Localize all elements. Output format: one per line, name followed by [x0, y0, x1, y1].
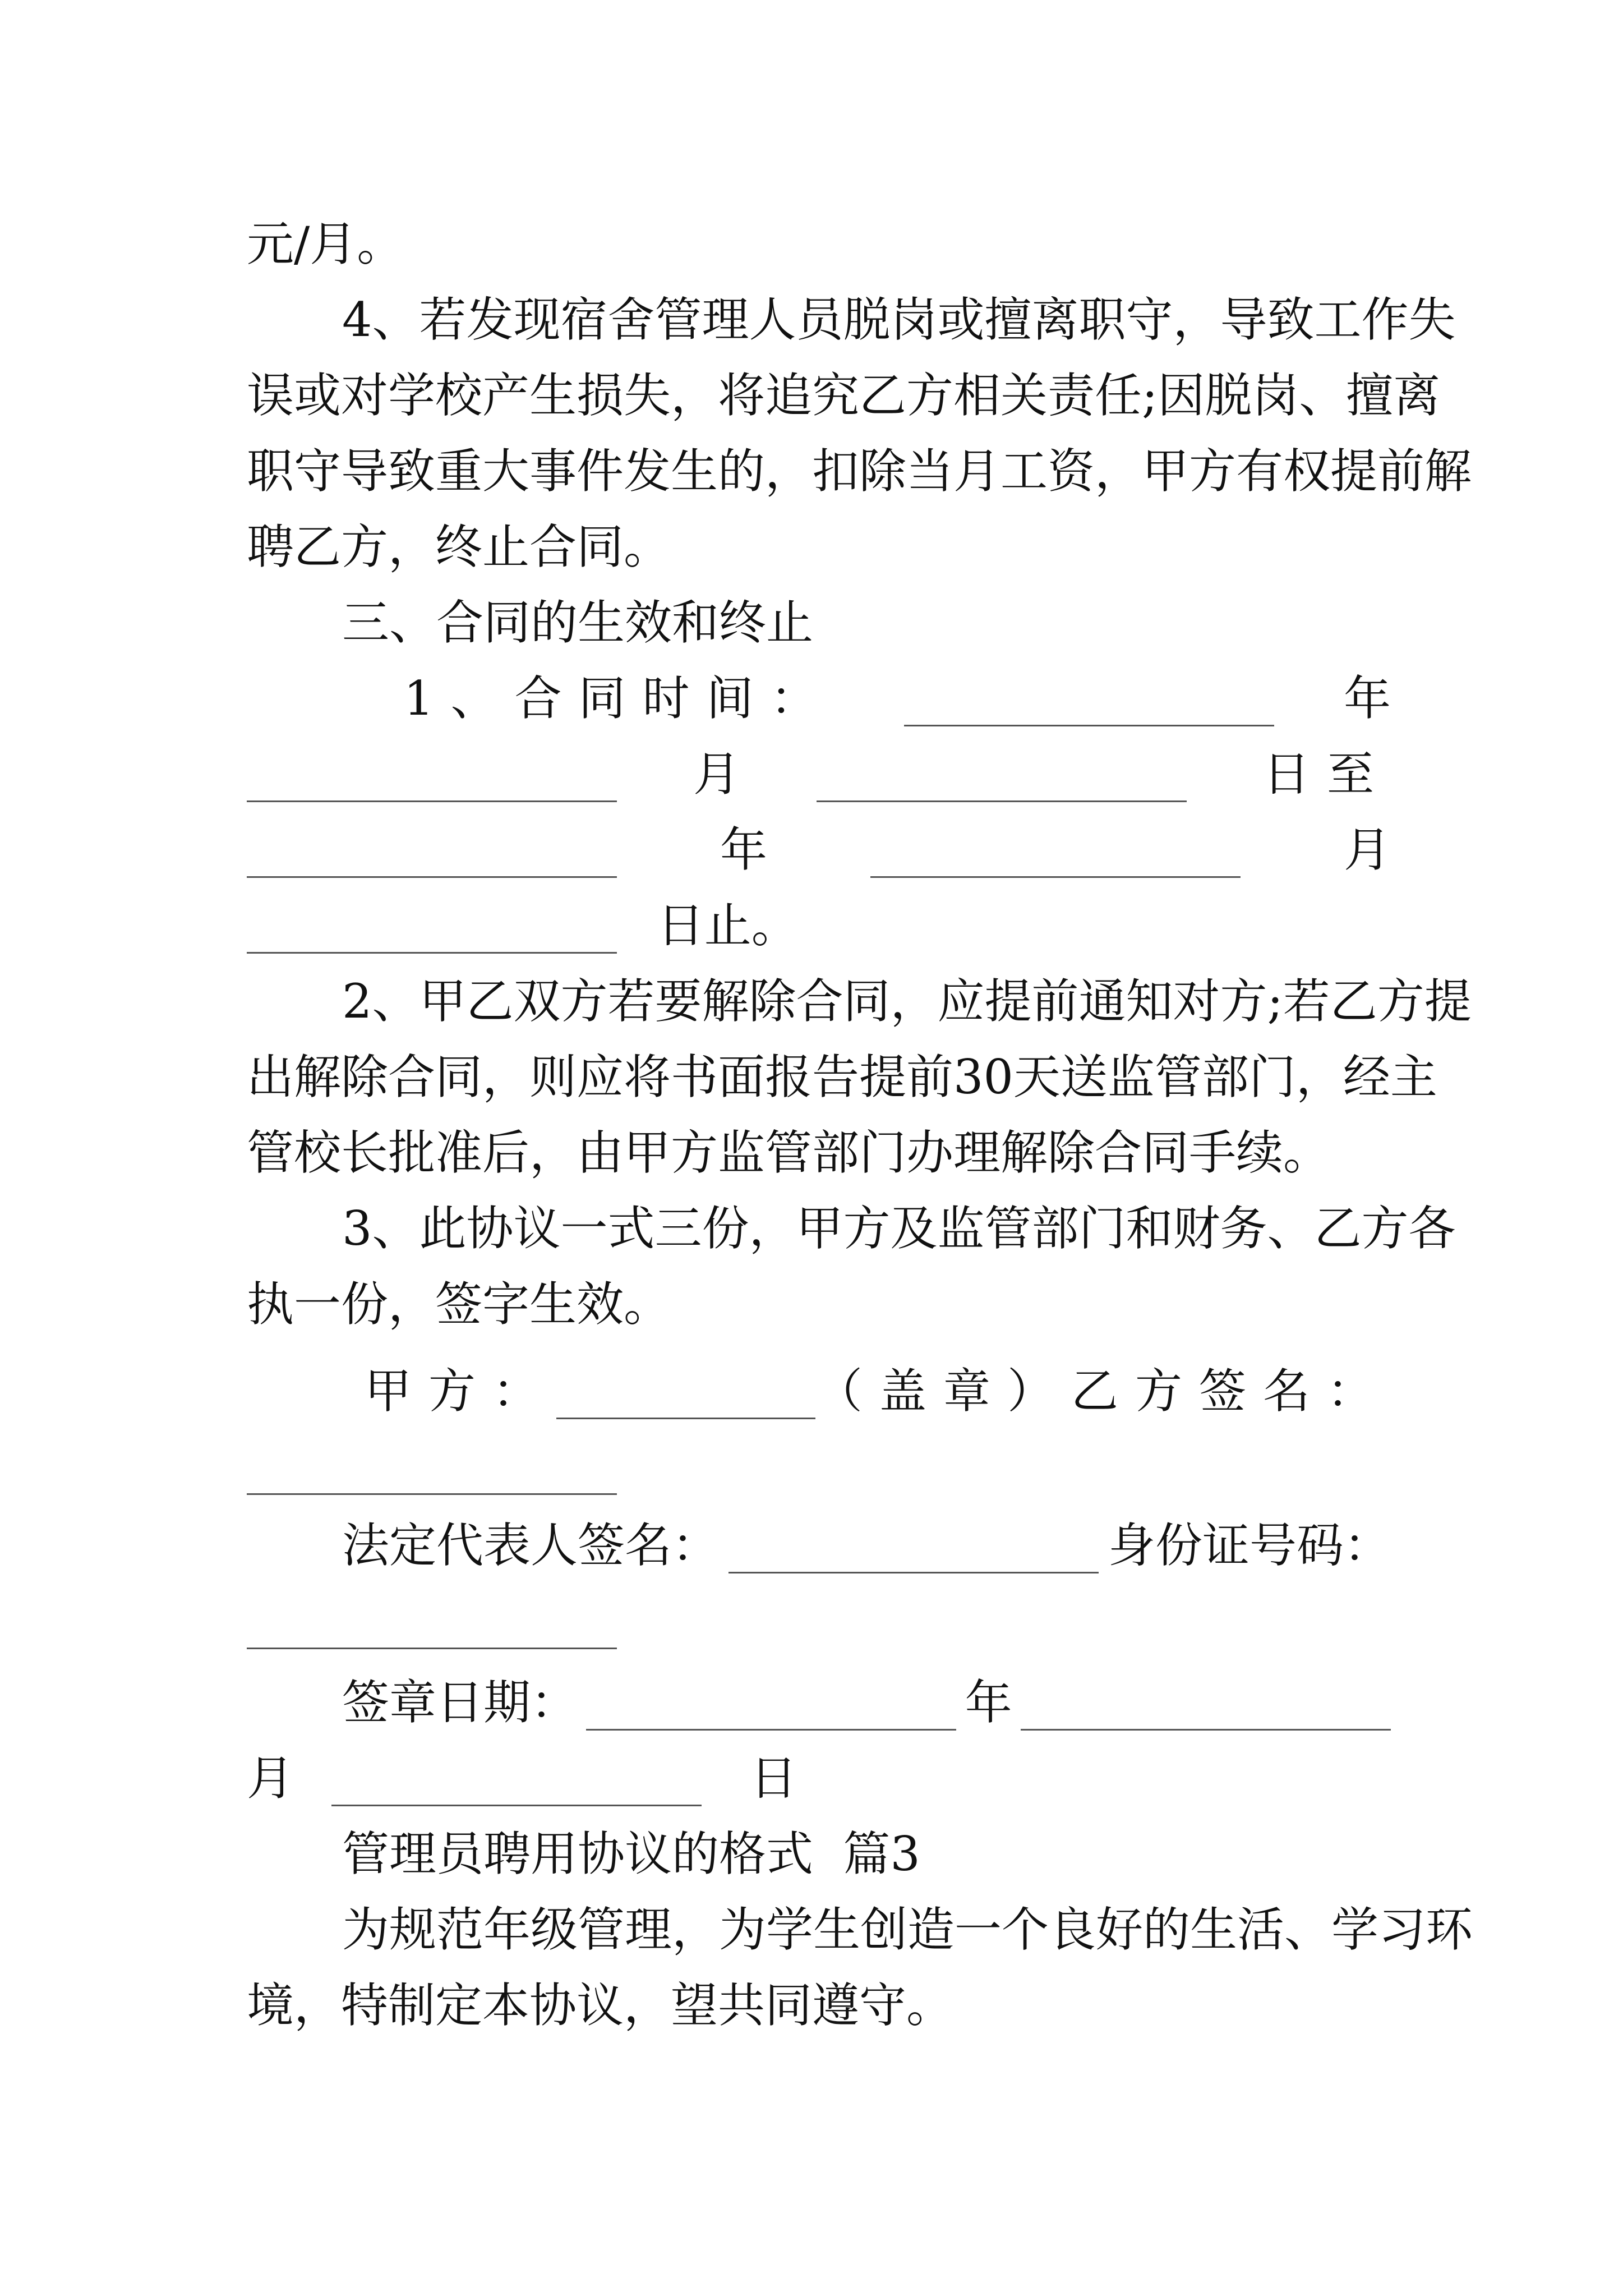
- signature-row: [247, 1439, 1391, 1495]
- text-line: 3、此协议一式三份，甲方及监管部门和财务、乙方各: [342, 1201, 1456, 1256]
- month-label: 月: [1343, 822, 1391, 877]
- text-line: 执一份，签字生效。: [247, 1277, 671, 1332]
- blank-field: [247, 1454, 617, 1495]
- signing-date-row: [342, 1674, 1391, 1731]
- sign-date-label: 签章日期：: [342, 1675, 578, 1730]
- signing-date-row: [247, 1750, 1391, 1806]
- blank-field: [586, 1690, 956, 1731]
- id-number-label: 身份证号码：: [1108, 1518, 1391, 1573]
- text-line: 职守导致重大事件发生的，扣除当月工资，甲方有权提前解: [247, 444, 1472, 499]
- year-label: 年: [720, 822, 767, 877]
- section-heading: 管理员聘用协议的格式 篇3: [342, 1826, 920, 1881]
- text-line: 元/月。: [247, 217, 404, 272]
- blank-field: [247, 761, 617, 802]
- legal-rep-label: 法定代表人签名：: [342, 1518, 720, 1573]
- text-line: 误或对学校产生损失，将追究乙方相关责任;因脱岗、擅离: [247, 368, 1441, 423]
- blank-field: [331, 1765, 702, 1806]
- day-label: 日: [750, 1751, 797, 1806]
- party-a-label: 甲方：: [365, 1364, 557, 1419]
- section-heading: 三、合同的生效和终止: [342, 595, 814, 650]
- day-end-label: 日止。: [657, 898, 799, 953]
- blank-field: [247, 913, 617, 954]
- signature-row: [365, 1363, 1391, 1419]
- seal-party-b-label: （盖章）乙方签名：: [815, 1364, 1391, 1419]
- text-line: 出解除合同，则应将书面报告提前30天送监管部门，经主: [247, 1050, 1437, 1105]
- text-line: 为规范年级管理，为学生创造一个良好的生活、学习环: [342, 1902, 1473, 1957]
- blank-field: [247, 837, 617, 878]
- blank-field: [556, 1378, 815, 1419]
- blank-field: [247, 1608, 617, 1649]
- contract-term-row: [247, 898, 1391, 954]
- blank-field: [904, 685, 1274, 726]
- contract-term-row: [247, 822, 1391, 878]
- blank-field: [728, 1533, 1099, 1573]
- text-line: 4、若发现宿舍管理人员脱岗或擅离职守，导致工作失: [342, 292, 1456, 347]
- text-line: 聘乙方，终止合同。: [247, 519, 671, 574]
- contract-term-label: 1、合同时间：: [404, 671, 834, 726]
- contract-term-row: [247, 746, 1391, 802]
- month-label: 月: [693, 747, 740, 802]
- text-line: 2、甲乙双方若要解除合同，应提前通知对方;若乙方提: [342, 974, 1472, 1029]
- blank-field: [1021, 1690, 1391, 1731]
- year-label: 年: [965, 1675, 1012, 1730]
- signature-row: [247, 1593, 1391, 1649]
- year-label: 年: [1343, 671, 1391, 726]
- contract-term-row: [404, 670, 1391, 726]
- day-to-label: 日至: [1262, 747, 1391, 802]
- blank-field: [870, 837, 1241, 878]
- month-label: 月: [247, 1751, 294, 1806]
- signature-row: [342, 1517, 1391, 1573]
- text-line: 管校长批准后，由甲方监管部门办理解除合同手续。: [247, 1125, 1331, 1180]
- text-line: 境，特制定本协议，望共同遵守。: [247, 1978, 954, 2033]
- blank-field: [817, 761, 1187, 802]
